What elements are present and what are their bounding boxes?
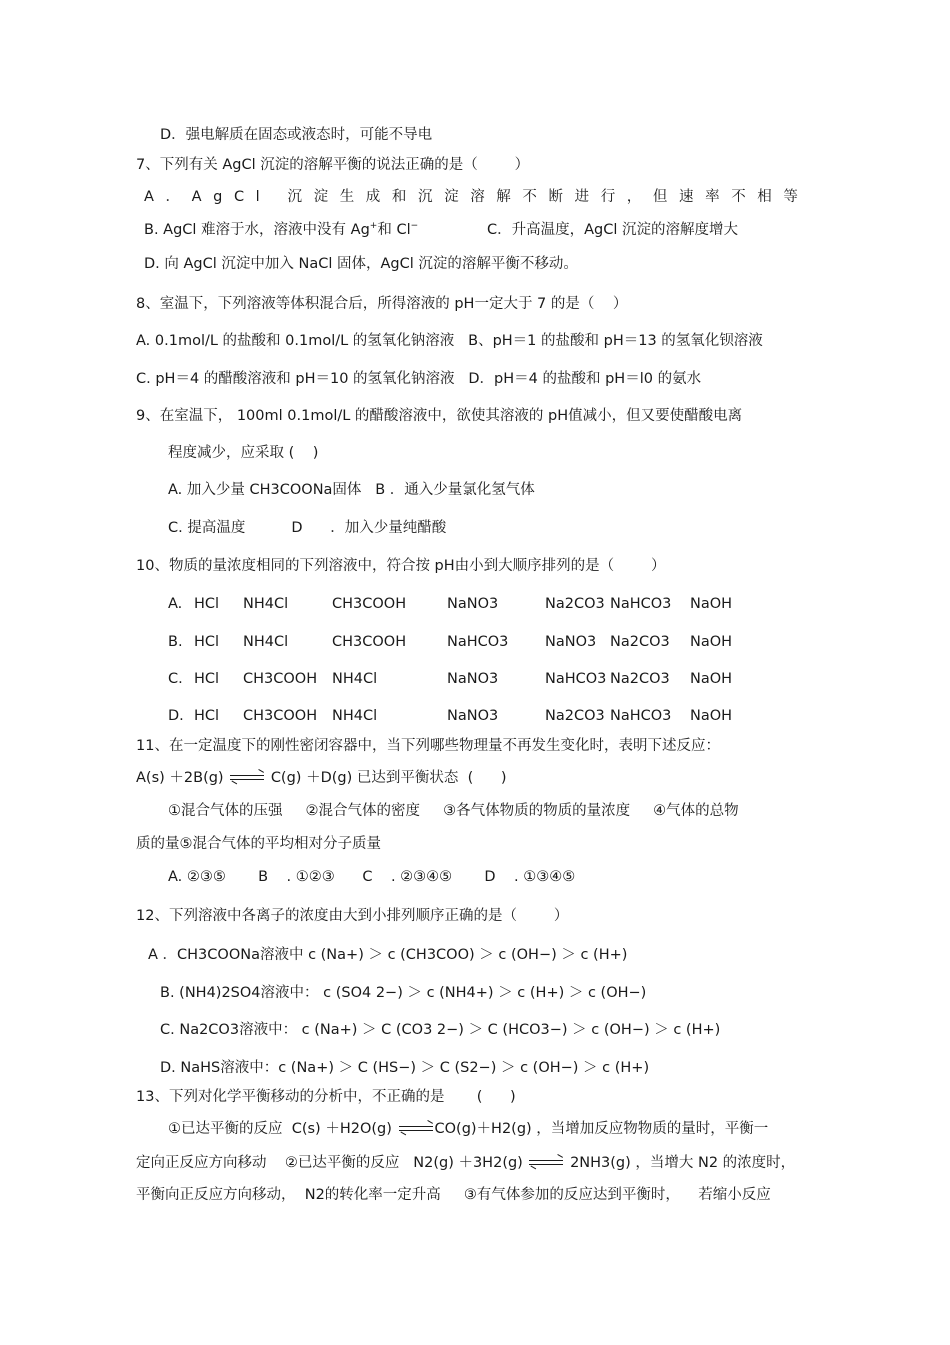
q11-options: A. ②③⑤ B . ①②③ C . ②③④⑤ D . ①③④⑤ (168, 869, 576, 885)
q10-option-compound: Na2CO3 (545, 596, 605, 612)
q13-line2-right: 2NH3(g) ，当增大 N2 的浓度时， (570, 1155, 796, 1171)
q11-reaction-right: C(g) ＋D(g) 已达到平衡状态 ( ) (270, 770, 507, 786)
q12-stem: 12、下列溶液中各离子的浓度由大到小排列顺序正确的是（ ） (136, 908, 569, 924)
equilibrium-arrow-icon (230, 774, 264, 782)
q8-stem: 8、室温下，下列溶液等体积混合后，所得溶液的 pH一定大于 7 的是（ ） (136, 296, 628, 312)
q10-option-compound: Na2CO3 (610, 634, 670, 650)
q9-stem-line2: 程度减少，应采取 ( ) (168, 445, 319, 461)
q7-option-a (144, 187, 814, 207)
q8-options-cd: C. pH＝4 的醋酸溶液和 pH＝10 的氢氧化钠溶液 D．pH＝4 的盐酸和 pH＝l0 的氨水 (136, 371, 702, 387)
q10-option-label: D. (168, 708, 184, 724)
q10-option-compound: NaOH (690, 671, 733, 687)
q10-option-compound: HCl (194, 634, 220, 650)
q10-option-compound: NaHCO3 (545, 671, 607, 687)
q8-options-ab: A. 0.1mol/L 的盐酸和 0.1mol/L 的氢氧化钠溶液 B、pH＝1 的盐酸和 pH＝13 的氢氧化钡溶液 (136, 333, 763, 349)
q7-option-b: B. AgCl 难溶于水，溶液中没有 Ag+和 Cl− (144, 221, 419, 238)
q7-stem: 7、下列有关 AgCl 沉淀的溶解平衡的说法正确的是（ ） (136, 157, 530, 173)
q10-option-compound: CH3COOH (332, 634, 407, 650)
q13-line1 (168, 1119, 768, 1139)
q10-option-compound: NaHCO3 (610, 596, 672, 612)
equilibrium-arrow-icon (399, 1125, 433, 1133)
q7-option-b-text: B. AgCl 难溶于水，溶液中没有 Ag (144, 222, 370, 238)
q11-reaction-left: A(s) ＋2B(g) (136, 770, 224, 786)
q10-option-compound: HCl (194, 708, 220, 724)
q13-line1-right: CO(g)＋H2(g) ，当增加反应物物质的量时，平衡一 (434, 1121, 769, 1137)
q9-options-cd: C. 提高温度 D ．加入少量纯醋酸 (168, 520, 447, 536)
q10-option-compound: NaHCO3 (447, 634, 509, 650)
q11-stem: 11、在一定温度下的刚性密闭容器中，当下列哪些物理量不再发生变化时，表明下述反应： (136, 738, 720, 754)
q10-option-compound: NH4Cl (243, 596, 289, 612)
q11-items-line1: ①混合气体的压强 ②混合气体的密度 ③各气体物质的物质的量浓度 ④气体的总物 (168, 803, 739, 819)
q10-option-compound: NH4Cl (332, 671, 378, 687)
q13-stem: 13、下列对化学平衡移动的分析中，不正确的是 ( ) (136, 1089, 516, 1105)
q9-options-ab: A. 加入少量 CH3COONa固体 B ．通入少量氯化氢气体 (168, 482, 535, 498)
q6-option-d: D．强电解质在固态或液态时，可能不导电 (160, 127, 433, 143)
q10-option-compound: NaNO3 (447, 596, 499, 612)
q10-option-compound: NH4Cl (332, 708, 378, 724)
q10-option-compound: Na2CO3 (610, 671, 670, 687)
q7-option-c: C．升高温度，AgCl 沉淀的溶解度增大 (487, 222, 739, 238)
q12-option-b: B. (NH4)2SO4溶液中： c (SO4 2−) ＞ c (NH4+) ＞ c (H+) ＞ c (OH−) (160, 985, 647, 1001)
q10-option-label: B. (168, 634, 183, 650)
q9-stem-line1: 9、在室温下， 100ml 0.1mol/L 的醋酸溶液中，欲使其溶液的 pH值减小，但又要使醋酸电离 (136, 408, 743, 424)
q13-line2 (136, 1153, 795, 1173)
q10-option-label: C. (168, 671, 183, 687)
q10-option-compound: NaNO3 (545, 634, 597, 650)
q11-reaction (136, 768, 507, 788)
q10-option-compound: NaHCO3 (610, 708, 672, 724)
q7-option-d: D. 向 AgCl 沉淀中加入 NaCl 固体，AgCl 沉淀的溶解平衡不移动。 (144, 256, 578, 272)
q10-stem: 10、物质的量浓度相同的下列溶液中，符合按 pH由小到大顺序排列的是（ ） (136, 558, 666, 574)
q10-option-compound: NH4Cl (243, 634, 289, 650)
q12-option-d: D. NaHS溶液中：c (Na+) ＞ C (HS−) ＞ C (S2−) ＞ c (OH−) ＞ c (H+) (160, 1060, 650, 1076)
q10-option-compound: NaOH (690, 708, 733, 724)
q11-items-line2: 质的量⑤混合气体的平均相对分子质量 (136, 836, 381, 852)
q10-option-compound: CH3COOH (243, 671, 318, 687)
q10-option-compound: CH3COOH (332, 596, 407, 612)
q10-option-compound: HCl (194, 671, 220, 687)
q12-option-c: C. Na2CO3溶液中： c (Na+) ＞ C (CO3 2−) ＞ C (HCO3−) ＞ c (OH−) ＞ c (H+) (160, 1022, 721, 1038)
q10-option-compound: CH3COOH (243, 708, 318, 724)
q10-option-label: A. (168, 596, 183, 612)
q10-option-compound: NaNO3 (447, 708, 499, 724)
q13-line2-left: 定向正反应方向移动 ②已达平衡的反应 N2(g) ＋3H2(g) (136, 1155, 523, 1171)
q13-line1-left: ①已达平衡的反应 C(s) ＋H2O(g) (168, 1121, 392, 1137)
q10-option-compound: NaNO3 (447, 671, 499, 687)
equilibrium-arrow-icon (529, 1159, 563, 1167)
q10-option-compound: HCl (194, 596, 220, 612)
q7-option-a-text: A．AgCl 沉淀生成和沉淀溶解不断进行，但速率不相等 (144, 189, 810, 205)
q7-option-b-text-2: 和 Cl (377, 222, 411, 238)
q13-line3: 平衡向正反应方向移动， N2的转化率一定升高 ③有气体参加的反应达到平衡时， 若缩小反应 (136, 1187, 771, 1203)
q12-option-a: A ．CH3COONa溶液中 c (Na+) ＞ c (CH3COO) ＞ c (OH−) ＞ c (H+) (148, 947, 628, 963)
q10-option-compound: Na2CO3 (545, 708, 605, 724)
q10-option-compound: NaOH (690, 634, 733, 650)
q10-option-compound: NaOH (690, 596, 733, 612)
